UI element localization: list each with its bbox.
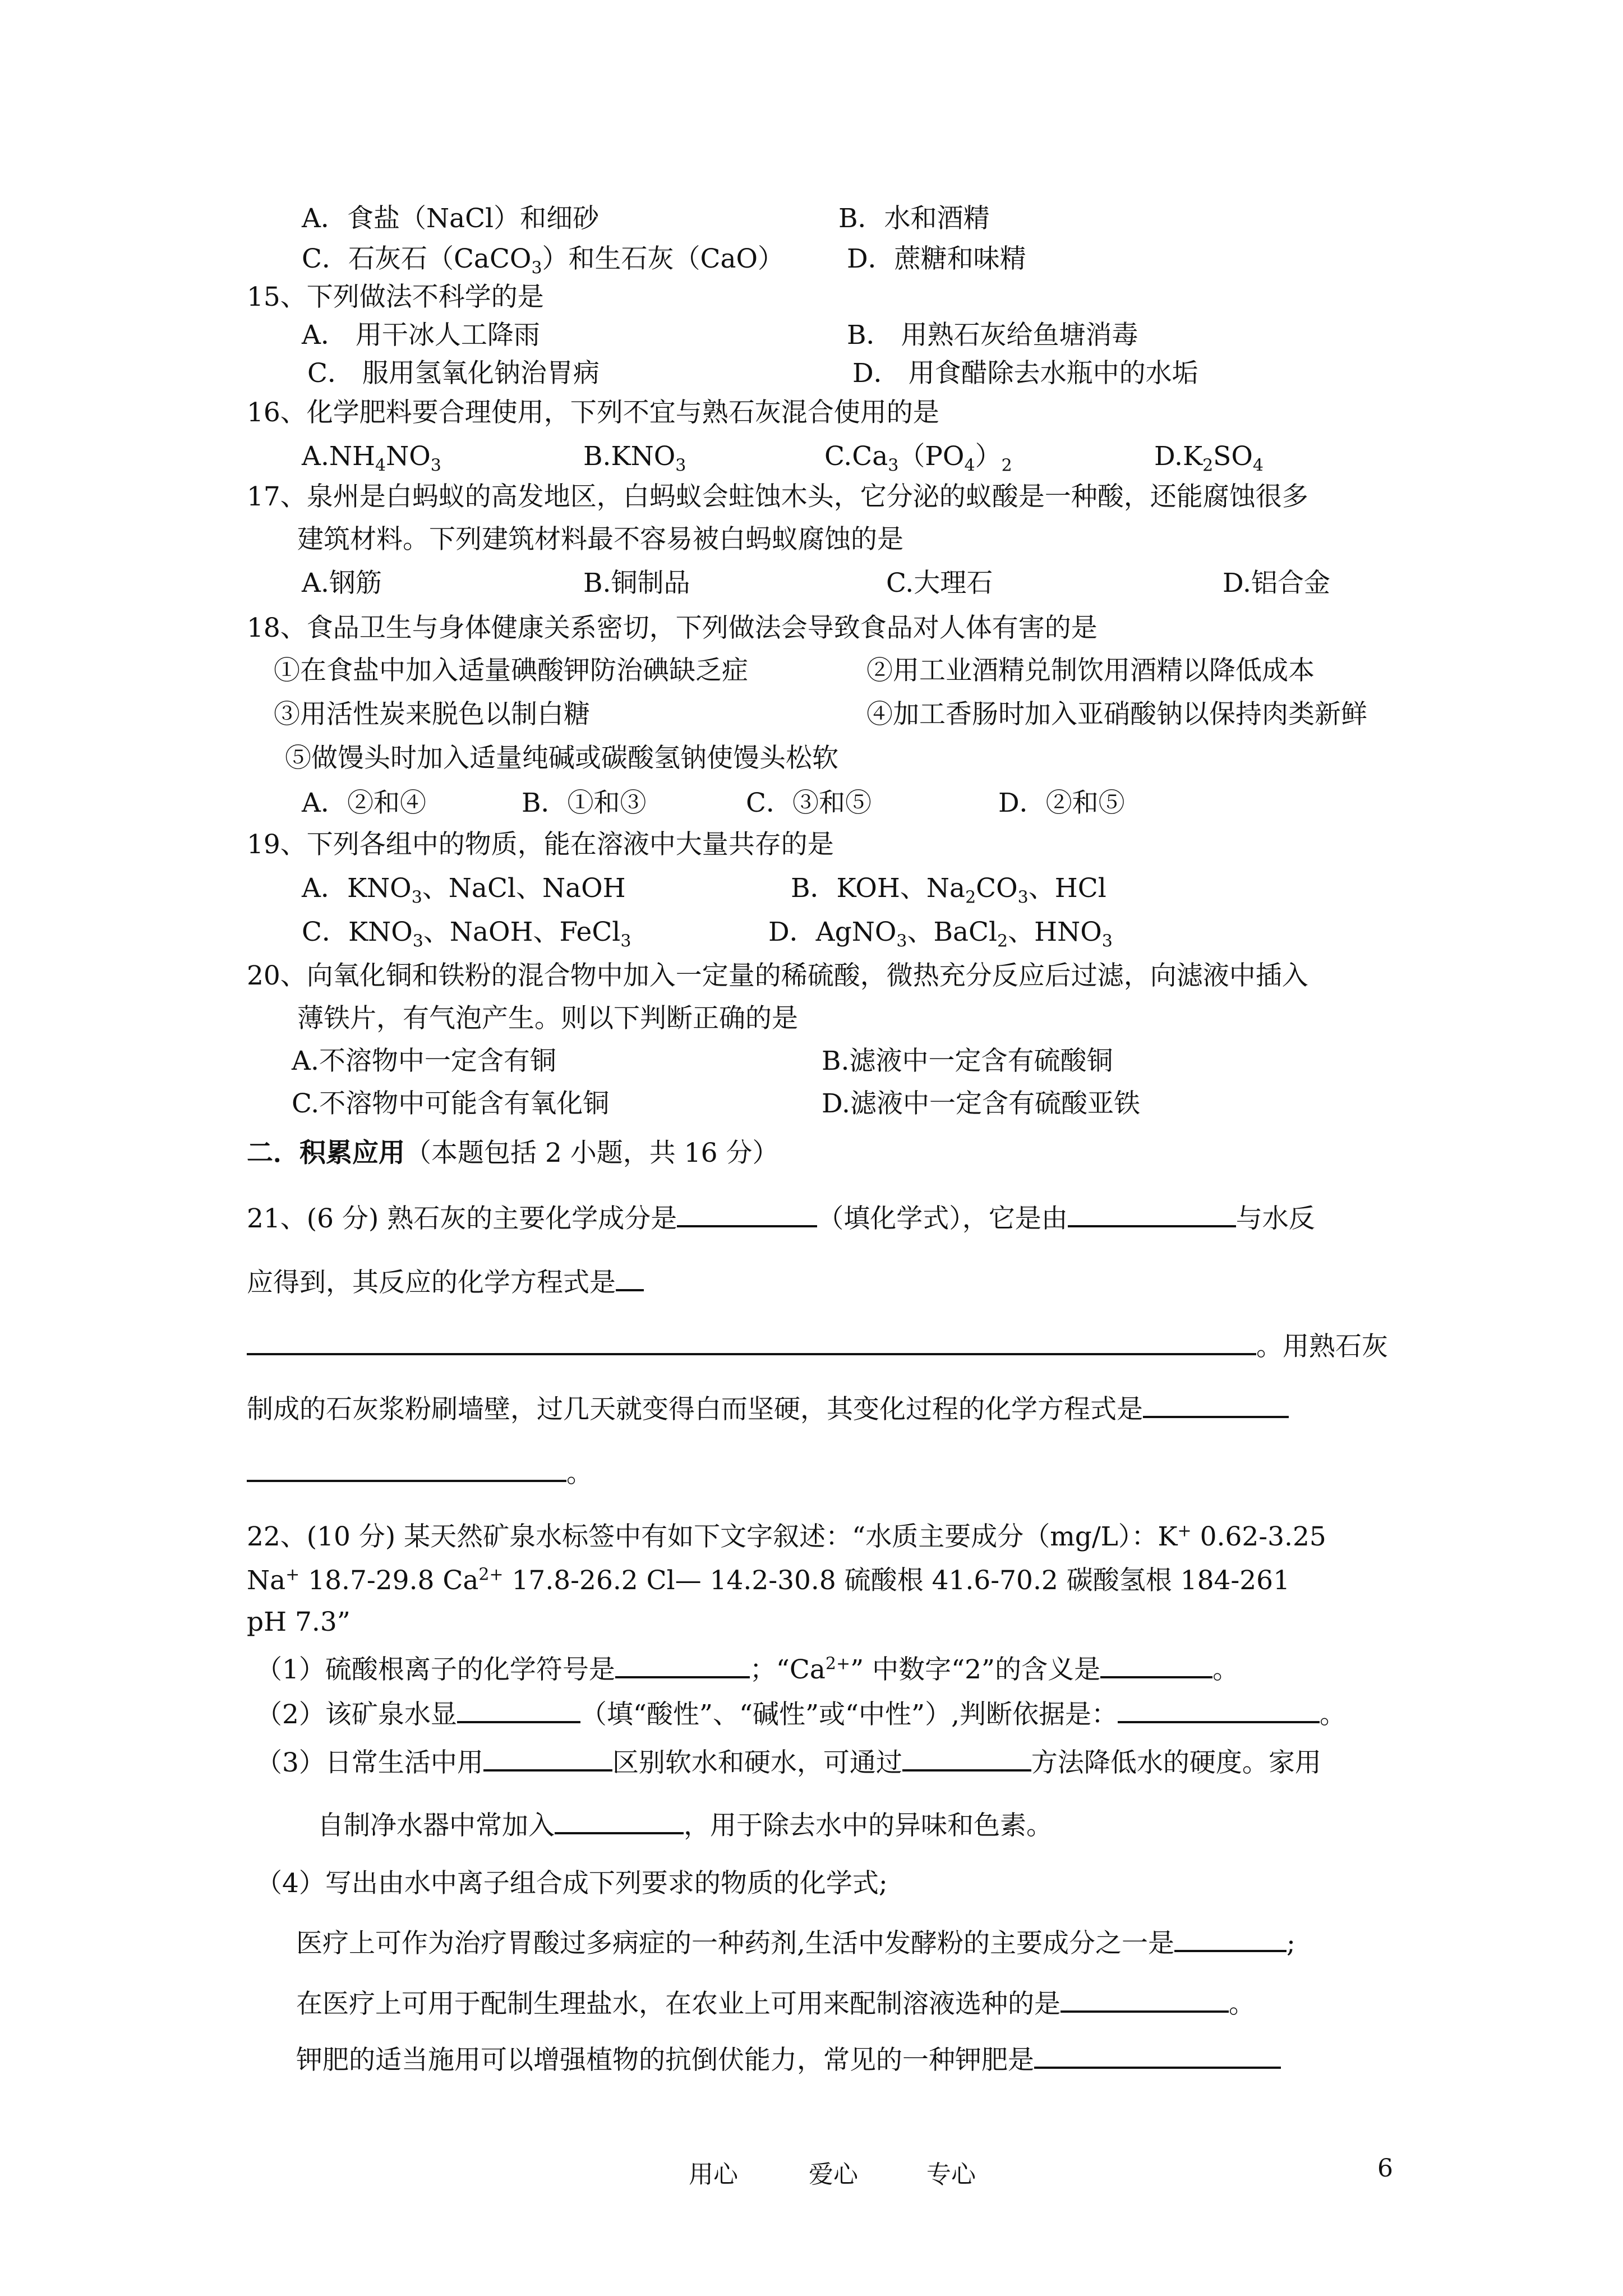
q14-option-a: A．食盐（NaCl）和细砂 — [302, 203, 600, 234]
q21-blank-equation-start[interactable] — [616, 1264, 644, 1291]
q22-blank-soften-method[interactable] — [902, 1745, 1031, 1772]
page-number: 6 — [1377, 2154, 1393, 2183]
q20-stem-line1: 20、向氧化铜和铁粉的混合物中加入一定量的稀硫酸，微热充分反应后过滤，向滤液中插入 — [247, 960, 1308, 991]
q18-stem: 18、食品卫生与身体健康关系密切，下列做法会导致食品对人体有害的是 — [247, 613, 1098, 643]
q20-option-b: B.滤液中一定含有硫酸铜 — [822, 1046, 1113, 1076]
q17-stem-line1: 17、泉州是白蚂蚁的高发地区，白蚂蚁会蛀蚀木头，它分泌的蚁酸是一种酸，还能腐蚀很多 — [247, 481, 1308, 512]
q17-option-c: C.大理石 — [886, 568, 993, 599]
q22-blank-potash[interactable] — [1034, 2042, 1281, 2069]
q14-option-d: D．蔗糖和味精 — [847, 243, 1026, 274]
q18-item-4: ④加工香肠时加入亚硝酸钠以保持肉类新鲜 — [866, 699, 1367, 730]
q20-option-d: D.滤液中一定含有硫酸亚铁 — [822, 1088, 1140, 1119]
q15-option-b: B． 用熟石灰给鱼塘消毒 — [847, 320, 1138, 351]
q20-stem-line2: 薄铁片，有气泡产生。则以下判断正确的是 — [297, 1003, 798, 1034]
q17-stem-line2: 建筑材料。下列建筑材料最不容易被白蚂蚁腐蚀的是 — [297, 524, 903, 555]
q22-blank-antacid[interactable] — [1174, 1925, 1287, 1952]
q16-option-d: $D.K_2SO_4$ — [1154, 441, 1264, 476]
q15-option-d: D． 用食醋除去水瓶中的水垢 — [852, 358, 1198, 389]
q18-option-a: A．②和④ — [302, 788, 426, 818]
q21-blank-source[interactable] — [1068, 1200, 1236, 1227]
q14-option-c: C．石灰石（CaCO$_3$）和生石灰（CaO） — [302, 243, 785, 278]
q21-blank-formula[interactable] — [677, 1200, 817, 1227]
q22-sub4-item1: 医疗上可作为治疗胃酸过多病症的一种药剂,生活中发酵粉的主要成分之一是 ; — [296, 1925, 1295, 1961]
q15-option-a: A． 用干冰人工降雨 — [302, 320, 540, 351]
q22-line3: pH 7.3” — [247, 1607, 351, 1637]
q16-option-a: $A.NH_4NO_3$ — [302, 441, 441, 476]
q22-sub3-line1: （3）日常生活中用 区别软水和硬水，可通过 方法降低水的硬度。家用 — [256, 1745, 1321, 1780]
q15-option-c: C． 服用氢氧化钠治胃病 — [307, 358, 600, 389]
section2-heading: 二．积累应用（本题包括 2 小题，共 16 分） — [247, 1138, 779, 1168]
q22-blank-adsorbent[interactable] — [555, 1807, 684, 1834]
q19-option-a: A．$KNO_3$、NaCl、NaOH — [302, 873, 626, 908]
q18-item-5: ⑤做馒头时加入适量纯碱或碳酸氢钠使馒头松软 — [285, 743, 838, 774]
q22-line1: 22、(10 分) 某天然矿泉水标签中有如下文字叙述：“水质主要成分（mg/L）：K+ 0.62-3.25 — [247, 1521, 1326, 1552]
q22-sub4-item3: 钾肥的适当施用可以增强植物的抗倒伏能力，常见的一种钾肥是 — [296, 2042, 1281, 2077]
footer-word-1: 用心 — [689, 2160, 738, 2189]
q21-blank-hardening-equation[interactable] — [247, 1455, 566, 1482]
q22-blank-sulfate[interactable] — [615, 1651, 750, 1678]
q21-line4: 制成的石灰浆粉刷墙壁，过几天就变得白而坚硬，其变化过程的化学方程式是 — [247, 1391, 1289, 1427]
q22-blank-saline[interactable] — [1061, 1986, 1229, 2013]
q19-option-d: D．AgNO$_3$、BaCl$_2$、$HNO_3$ — [768, 917, 1113, 951]
q20-option-c: C.不溶物中可能含有氧化铜 — [292, 1088, 610, 1119]
q18-option-b: B．①和③ — [522, 788, 647, 818]
q22-blank-distinguish[interactable] — [483, 1745, 612, 1772]
q20-option-a: A.不溶物中一定含有铜 — [292, 1046, 556, 1076]
q19-stem: 19、下列各组中的物质，能在溶液中大量共存的是 — [247, 829, 834, 860]
q22-sub2: （2）该矿泉水显 （填“酸性”、“碱性”或“中性”）,判断依据是： 。 — [256, 1696, 1346, 1732]
q22-line2: Na+ 18.7-29.8 $Ca^{2+}$ 17.8-26.2 Cl— 14.2-30.8 硫酸根 41.6-70.2 碳酸氢根 184-261 — [247, 1565, 1290, 1596]
footer-word-3: 专心 — [926, 2160, 976, 2189]
q21-blank-equation[interactable] — [247, 1328, 1256, 1355]
footer-word-2: 爱心 — [809, 2160, 858, 2189]
q19-option-c: C．$KNO_3$、NaOH、FeCl$_3$ — [302, 917, 631, 951]
q22-blank-meaning[interactable] — [1100, 1651, 1212, 1678]
q22-sub4-item2: 在医疗上可用于配制生理盐水，在农业上可用来配制溶液选种的是 。 — [296, 1986, 1255, 2021]
q18-item-1: ①在食盐中加入适量碘酸钾防治碘缺乏症 — [274, 655, 748, 686]
q22-sub3-line2: 自制净水器中常加入 ，用于除去水中的异味和色素。 — [317, 1807, 1053, 1843]
q21-line2: 应得到，其反应的化学方程式是 — [247, 1264, 644, 1300]
q22-sub4: （4）写出由水中离子组合成下列要求的物质的化学式; — [256, 1868, 888, 1899]
q22-blank-basis[interactable] — [1118, 1696, 1320, 1723]
q22-sub1: （1）硫酸根离子的化学符号是 ；“$Ca^{2+}$” 中数字“2”的含义是 。 — [256, 1651, 1239, 1687]
q16-option-c: $C.Ca_3(PO_4)_2$ — [824, 441, 1012, 476]
q21-blank-hardening-start[interactable] — [1143, 1391, 1289, 1418]
q21-line1: 21、(6 分) 熟石灰的主要化学成分是 （填化学式），它是由 与水反 — [247, 1200, 1315, 1236]
q18-item-2: ②用工业酒精兑制饮用酒精以降低成本 — [866, 655, 1315, 686]
q17-option-d: D.铝合金 — [1223, 568, 1330, 599]
q22-blank-acidity[interactable] — [457, 1696, 580, 1723]
q21-line5: 。 — [247, 1455, 593, 1490]
q15-stem: 15、下列做法不科学的是 — [247, 282, 544, 312]
q17-option-b: B.铜制品 — [583, 568, 690, 599]
q16-option-b: $B.KNO_3$ — [583, 441, 686, 476]
q19-option-b: B．KOH、$Na_2CO_3$、HCl — [791, 873, 1106, 908]
q17-option-a: A.钢筋 — [302, 568, 382, 599]
q18-option-c: C．③和⑤ — [746, 788, 872, 818]
q21-line3: 。用熟石灰 — [247, 1328, 1388, 1364]
q16-stem: 16、化学肥料要合理使用，下列不宜与熟石灰混合使用的是 — [247, 397, 939, 428]
q18-option-d: D．②和⑤ — [998, 788, 1125, 818]
q18-item-3: ③用活性炭来脱色以制白糖 — [274, 699, 590, 730]
q14-option-b: B．水和酒精 — [838, 203, 990, 234]
